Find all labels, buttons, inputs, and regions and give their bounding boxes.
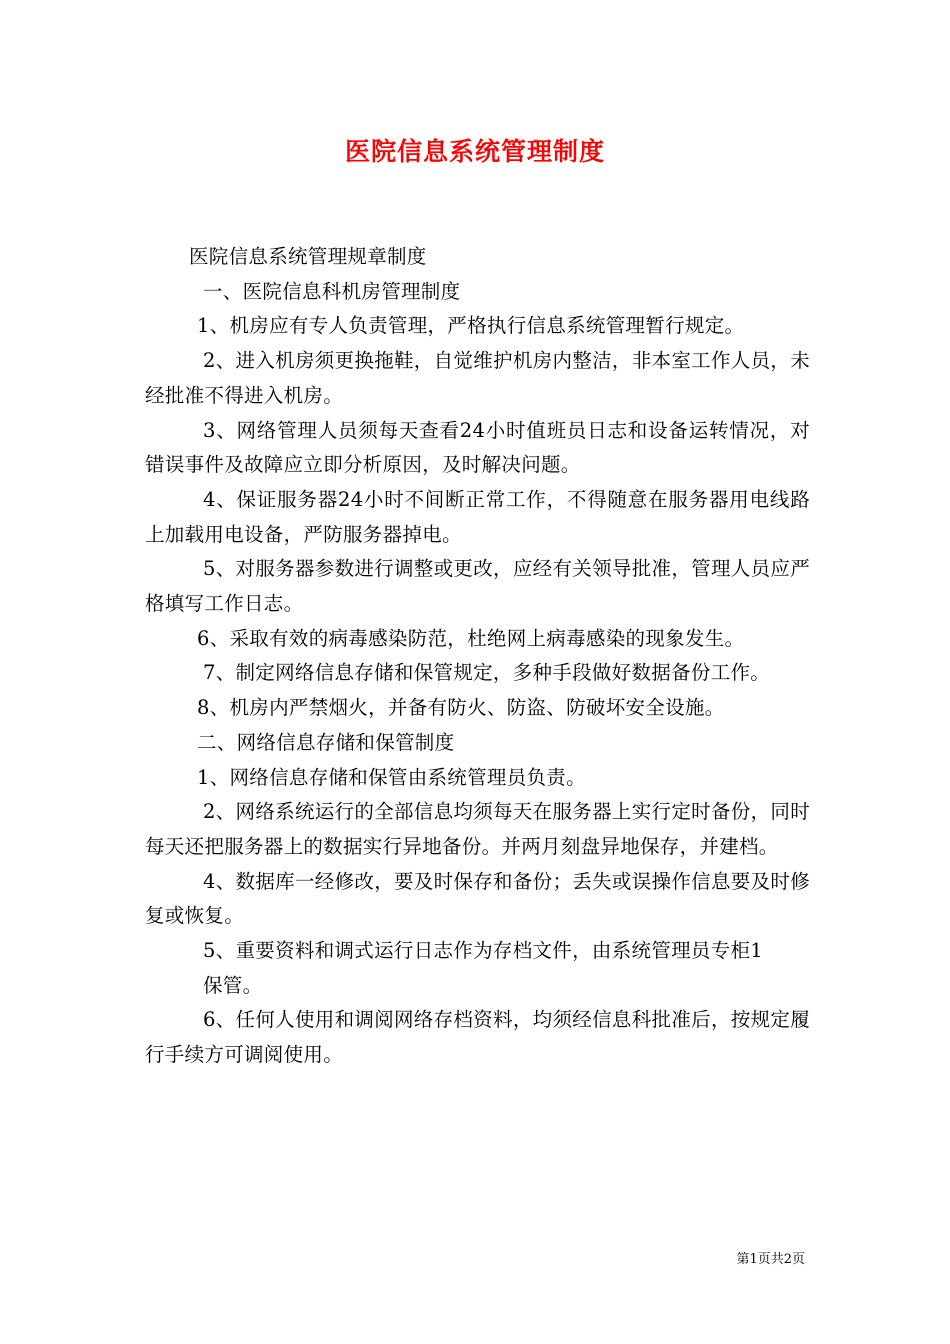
document-body — [145, 240, 810, 1073]
section-heading-1: 一、医院信息科机房管理制度 — [203, 279, 461, 303]
paragraph-item: 2、进入机房须更换拖鞋，自觉维护机房内整洁，非本室工作人员，未经批准不得进入机房。 — [145, 349, 810, 407]
paragraph-item: 3、网络管理人员须每天查看24小时值班员日志和设备运转情况，对错误事件及故障应立即分析原因，及时解决问题。 — [145, 418, 810, 477]
paragraph-item: 4、保证服务器24小时不间断正常工作，不得随意在服务器用电线路上加载用电设备，严防服务器掉电。 — [145, 487, 810, 546]
paragraph-item: 1、网络信息存储和保管由系统管理员负责。 — [197, 765, 586, 789]
paragraph-item: 7、制定网络信息存储和保管规定，多种手段做好数据备份工作。 — [203, 661, 771, 685]
paragraph-item: 1、机房应有专人负责管理，严格执行信息系统管理暂行规定。 — [197, 314, 745, 338]
paragraph-item: 5、重要资料和调式运行日志作为存档文件，由系统管理员专柜1 — [203, 939, 764, 963]
paragraph-item: 5、对服务器参数进行调整或更改，应经有关领导批准，管理人员应严格填写工作日志。 — [145, 557, 810, 616]
paragraph-item: 8、机房内严禁烟火，并备有防火、防盗、防破坏安全设施。 — [197, 696, 725, 720]
paragraph-regulations-heading: 医院信息系统管理规章制度 — [189, 245, 427, 268]
paragraph-item: 6、任何人使用和调阅网络存档资料，均须经信息科批准后，按规定履行手续方可调阅使用。 — [145, 1008, 810, 1067]
paragraph-item: 保管。 — [203, 973, 263, 997]
paragraph-item: 4、数据库一经修改，要及时保存和备份；丢失或误操作信息要及时修复或恢复。 — [145, 869, 810, 928]
paragraph-item: 2、网络系统运行的全部信息均须每天在服务器上实行定时备份，同时每天还把服务器上的数据实行异地备份。并两月刻盘异地保存，并建档。 — [145, 800, 810, 858]
page-number: 第1页共2页 — [736, 1252, 805, 1267]
document-title: 医院信息系统管理制度 — [344, 137, 605, 166]
paragraph-item: 6、采取有效的病毒感染防范，杜绝网上病毒感染的现象发生。 — [197, 626, 745, 650]
section-heading-2: 二、网络信息存储和保管制度 — [197, 730, 455, 754]
